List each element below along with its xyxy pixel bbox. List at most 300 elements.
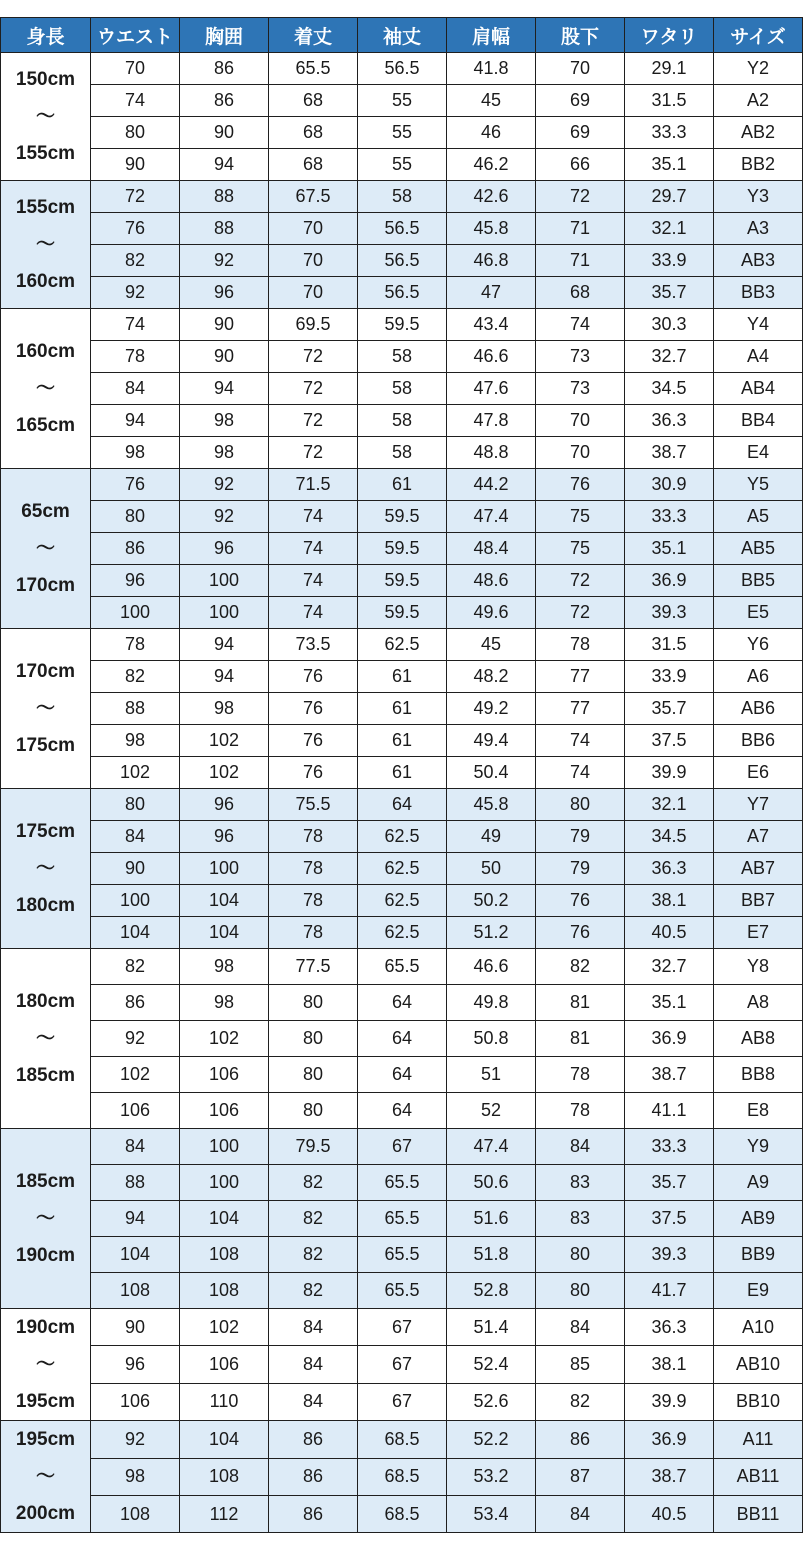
size-cell: Y8 xyxy=(714,949,803,985)
inseam-cell: 84 xyxy=(536,1309,625,1346)
table-row xyxy=(1,1057,803,1093)
table-row xyxy=(1,405,803,437)
shoulder-cell: 52 xyxy=(447,1093,536,1129)
table-row xyxy=(1,1165,803,1201)
size-cell: A8 xyxy=(714,985,803,1021)
thigh-cell: 39.9 xyxy=(625,1383,714,1420)
size-cell: AB2 xyxy=(714,117,803,149)
inseam-cell: 74 xyxy=(536,725,625,757)
inseam-cell: 81 xyxy=(536,1021,625,1057)
thigh-cell: 41.7 xyxy=(625,1273,714,1309)
thigh-cell: 31.5 xyxy=(625,629,714,661)
waist-cell: 76 xyxy=(91,213,180,245)
thigh-cell: 37.5 xyxy=(625,1201,714,1237)
height-from: 155cm xyxy=(15,196,76,218)
length-cell: 80 xyxy=(269,1021,358,1057)
chest-cell: 90 xyxy=(180,117,269,149)
inseam-cell: 73 xyxy=(536,341,625,373)
size-cell: AB7 xyxy=(714,853,803,885)
size-cell: AB9 xyxy=(714,1201,803,1237)
inseam-cell: 83 xyxy=(536,1165,625,1201)
inseam-cell: 82 xyxy=(536,1383,625,1420)
size-cell: AB10 xyxy=(714,1346,803,1383)
chest-cell: 94 xyxy=(180,373,269,405)
shoulder-cell: 46.2 xyxy=(447,149,536,181)
sleeve-cell: 62.5 xyxy=(358,917,447,949)
thigh-cell: 35.7 xyxy=(625,693,714,725)
length-cell: 75.5 xyxy=(269,789,358,821)
length-cell: 78 xyxy=(269,821,358,853)
chest-cell: 104 xyxy=(180,1421,269,1458)
length-cell: 70 xyxy=(269,245,358,277)
header-waist: ウエスト xyxy=(91,18,180,53)
waist-cell: 74 xyxy=(91,309,180,341)
sleeve-cell: 67 xyxy=(358,1383,447,1420)
height-range-tilde: ～ xyxy=(35,1207,55,1229)
chest-cell: 98 xyxy=(180,405,269,437)
waist-cell: 84 xyxy=(91,373,180,405)
inseam-cell: 66 xyxy=(536,149,625,181)
shoulder-cell: 43.4 xyxy=(447,309,536,341)
inseam-cell: 72 xyxy=(536,565,625,597)
table-row xyxy=(1,757,803,789)
inseam-cell: 83 xyxy=(536,1201,625,1237)
length-cell: 77.5 xyxy=(269,949,358,985)
shoulder-cell: 45.8 xyxy=(447,789,536,821)
length-cell: 68 xyxy=(269,117,358,149)
table-row xyxy=(1,629,803,661)
size-cell: A9 xyxy=(714,1165,803,1201)
length-cell: 80 xyxy=(269,1057,358,1093)
inseam-cell: 78 xyxy=(536,1093,625,1129)
size-cell: BB7 xyxy=(714,885,803,917)
length-cell: 78 xyxy=(269,853,358,885)
waist-cell: 82 xyxy=(91,949,180,985)
length-cell: 72 xyxy=(269,341,358,373)
size-cell: BB4 xyxy=(714,405,803,437)
header-shoulder: 肩幅 xyxy=(447,18,536,53)
sleeve-cell: 59.5 xyxy=(358,309,447,341)
chest-cell: 106 xyxy=(180,1093,269,1129)
height-from: 180cm xyxy=(15,990,76,1012)
thigh-cell: 38.7 xyxy=(625,1458,714,1495)
height-to: 175cm xyxy=(15,735,76,757)
thigh-cell: 36.9 xyxy=(625,1021,714,1057)
height-to: 195cm xyxy=(15,1391,76,1413)
inseam-cell: 69 xyxy=(536,85,625,117)
header-thigh: ワタリ xyxy=(625,18,714,53)
thigh-cell: 29.7 xyxy=(625,181,714,213)
height-from: 190cm xyxy=(15,1317,76,1338)
length-cell: 65.5 xyxy=(269,53,358,85)
table-row xyxy=(1,53,803,85)
sleeve-cell: 62.5 xyxy=(358,885,447,917)
chest-cell: 104 xyxy=(180,885,269,917)
shoulder-cell: 47 xyxy=(447,277,536,309)
inseam-cell: 80 xyxy=(536,789,625,821)
shoulder-cell: 45 xyxy=(447,85,536,117)
sleeve-cell: 64 xyxy=(358,789,447,821)
table-row xyxy=(1,181,803,213)
height-range-cell xyxy=(1,1309,91,1421)
size-cell: BB11 xyxy=(714,1495,803,1532)
chest-cell: 102 xyxy=(180,1309,269,1346)
chest-cell: 88 xyxy=(180,213,269,245)
sleeve-cell: 61 xyxy=(358,693,447,725)
length-cell: 82 xyxy=(269,1165,358,1201)
height-from: 195cm xyxy=(15,1429,76,1451)
size-cell: E8 xyxy=(714,1093,803,1129)
waist-cell: 78 xyxy=(91,341,180,373)
height-range-tilde: ～ xyxy=(35,697,55,719)
thigh-cell: 33.3 xyxy=(625,117,714,149)
size-cell: BB10 xyxy=(714,1383,803,1420)
inseam-cell: 75 xyxy=(536,501,625,533)
size-cell: BB8 xyxy=(714,1057,803,1093)
sleeve-cell: 65.5 xyxy=(358,1201,447,1237)
length-cell: 82 xyxy=(269,1273,358,1309)
shoulder-cell: 47.4 xyxy=(447,1129,536,1165)
height-range-cell xyxy=(1,789,91,949)
sleeve-cell: 58 xyxy=(358,373,447,405)
length-cell: 82 xyxy=(269,1201,358,1237)
height-range-cell xyxy=(1,1421,91,1533)
thigh-cell: 38.7 xyxy=(625,437,714,469)
shoulder-cell: 51 xyxy=(447,1057,536,1093)
waist-cell: 96 xyxy=(91,565,180,597)
shoulder-cell: 46 xyxy=(447,117,536,149)
shoulder-cell: 52.4 xyxy=(447,1346,536,1383)
waist-cell: 84 xyxy=(91,1129,180,1165)
height-to: 165cm xyxy=(15,415,76,437)
table-row xyxy=(1,469,803,501)
chest-cell: 98 xyxy=(180,693,269,725)
shoulder-cell: 50 xyxy=(447,853,536,885)
inseam-cell: 70 xyxy=(536,405,625,437)
sleeve-cell: 65.5 xyxy=(358,1273,447,1309)
shoulder-cell: 47.6 xyxy=(447,373,536,405)
waist-cell: 94 xyxy=(91,1201,180,1237)
shoulder-cell: 52.2 xyxy=(447,1421,536,1458)
inseam-cell: 80 xyxy=(536,1273,625,1309)
waist-cell: 70 xyxy=(91,53,180,85)
height-to: 185cm xyxy=(15,1065,76,1087)
height-range-tilde: ～ xyxy=(35,537,55,559)
waist-cell: 106 xyxy=(91,1093,180,1129)
size-cell: A4 xyxy=(714,341,803,373)
thigh-cell: 36.9 xyxy=(625,1421,714,1458)
sleeve-cell: 61 xyxy=(358,469,447,501)
chest-cell: 88 xyxy=(180,181,269,213)
height-to: 160cm xyxy=(15,271,76,293)
header-row xyxy=(1,18,803,53)
waist-cell: 88 xyxy=(91,1165,180,1201)
height-range-tilde: ～ xyxy=(35,1354,55,1376)
inseam-cell: 78 xyxy=(536,1057,625,1093)
size-cell: E9 xyxy=(714,1273,803,1309)
waist-cell: 108 xyxy=(91,1273,180,1309)
shoulder-cell: 48.4 xyxy=(447,533,536,565)
inseam-cell: 78 xyxy=(536,629,625,661)
chest-cell: 98 xyxy=(180,949,269,985)
table-row xyxy=(1,1346,803,1383)
header-height: 身長 xyxy=(1,18,91,53)
length-cell: 70 xyxy=(269,277,358,309)
shoulder-cell: 49 xyxy=(447,821,536,853)
table-row xyxy=(1,1093,803,1129)
inseam-cell: 80 xyxy=(536,1237,625,1273)
chest-cell: 100 xyxy=(180,1129,269,1165)
sleeve-cell: 58 xyxy=(358,181,447,213)
inseam-cell: 87 xyxy=(536,1458,625,1495)
table-body xyxy=(1,53,803,1533)
shoulder-cell: 52.8 xyxy=(447,1273,536,1309)
header-inseam: 股下 xyxy=(536,18,625,53)
sleeve-cell: 68.5 xyxy=(358,1421,447,1458)
table-row xyxy=(1,533,803,565)
thigh-cell: 36.3 xyxy=(625,853,714,885)
waist-cell: 102 xyxy=(91,1057,180,1093)
chest-cell: 94 xyxy=(180,661,269,693)
length-cell: 73.5 xyxy=(269,629,358,661)
size-cell: AB3 xyxy=(714,245,803,277)
size-cell: AB4 xyxy=(714,373,803,405)
size-cell: AB6 xyxy=(714,693,803,725)
shoulder-cell: 51.2 xyxy=(447,917,536,949)
waist-cell: 72 xyxy=(91,181,180,213)
sleeve-cell: 56.5 xyxy=(358,213,447,245)
chest-cell: 92 xyxy=(180,245,269,277)
table-row xyxy=(1,149,803,181)
height-from: 175cm xyxy=(15,820,76,842)
waist-cell: 90 xyxy=(91,853,180,885)
table-row xyxy=(1,373,803,405)
table-row xyxy=(1,985,803,1021)
height-range-cell xyxy=(1,1129,91,1309)
length-cell: 79.5 xyxy=(269,1129,358,1165)
waist-cell: 86 xyxy=(91,985,180,1021)
height-range-cell xyxy=(1,53,91,181)
sleeve-cell: 59.5 xyxy=(358,597,447,629)
shoulder-cell: 47.8 xyxy=(447,405,536,437)
chest-cell: 110 xyxy=(180,1383,269,1420)
waist-cell: 96 xyxy=(91,1346,180,1383)
waist-cell: 90 xyxy=(91,149,180,181)
table-row xyxy=(1,117,803,149)
shoulder-cell: 45 xyxy=(447,629,536,661)
length-cell: 80 xyxy=(269,1093,358,1129)
waist-cell: 82 xyxy=(91,245,180,277)
waist-cell: 94 xyxy=(91,405,180,437)
size-cell: A7 xyxy=(714,821,803,853)
inseam-cell: 75 xyxy=(536,533,625,565)
shoulder-cell: 49.2 xyxy=(447,693,536,725)
chest-cell: 108 xyxy=(180,1237,269,1273)
inseam-cell: 72 xyxy=(536,181,625,213)
shoulder-cell: 50.2 xyxy=(447,885,536,917)
inseam-cell: 77 xyxy=(536,661,625,693)
chest-cell: 90 xyxy=(180,341,269,373)
waist-cell: 108 xyxy=(91,1495,180,1532)
chest-cell: 102 xyxy=(180,725,269,757)
chest-cell: 98 xyxy=(180,985,269,1021)
shoulder-cell: 51.8 xyxy=(447,1237,536,1273)
thigh-cell: 40.5 xyxy=(625,1495,714,1532)
waist-cell: 100 xyxy=(91,597,180,629)
inseam-cell: 74 xyxy=(536,757,625,789)
height-range-cell xyxy=(1,181,91,309)
shoulder-cell: 46.6 xyxy=(447,341,536,373)
thigh-cell: 38.1 xyxy=(625,885,714,917)
waist-cell: 82 xyxy=(91,661,180,693)
table-row xyxy=(1,789,803,821)
sleeve-cell: 62.5 xyxy=(358,853,447,885)
waist-cell: 80 xyxy=(91,501,180,533)
size-cell: AB11 xyxy=(714,1458,803,1495)
sleeve-cell: 67 xyxy=(358,1309,447,1346)
size-cell: Y4 xyxy=(714,309,803,341)
sleeve-cell: 61 xyxy=(358,661,447,693)
thigh-cell: 32.7 xyxy=(625,949,714,985)
inseam-cell: 84 xyxy=(536,1495,625,1532)
length-cell: 74 xyxy=(269,565,358,597)
inseam-cell: 76 xyxy=(536,917,625,949)
size-cell: A6 xyxy=(714,661,803,693)
waist-cell: 98 xyxy=(91,437,180,469)
thigh-cell: 36.3 xyxy=(625,1309,714,1346)
thigh-cell: 36.3 xyxy=(625,405,714,437)
shoulder-cell: 46.6 xyxy=(447,949,536,985)
inseam-cell: 82 xyxy=(536,949,625,985)
size-cell: A11 xyxy=(714,1421,803,1458)
height-range-cell xyxy=(1,629,91,789)
inseam-cell: 70 xyxy=(536,53,625,85)
size-cell: BB9 xyxy=(714,1237,803,1273)
table-row xyxy=(1,341,803,373)
shoulder-cell: 50.6 xyxy=(447,1165,536,1201)
length-cell: 82 xyxy=(269,1237,358,1273)
length-cell: 76 xyxy=(269,661,358,693)
size-cell: A5 xyxy=(714,501,803,533)
waist-cell: 92 xyxy=(91,1421,180,1458)
waist-cell: 90 xyxy=(91,1309,180,1346)
thigh-cell: 33.9 xyxy=(625,661,714,693)
size-cell: E7 xyxy=(714,917,803,949)
size-cell: E4 xyxy=(714,437,803,469)
thigh-cell: 41.1 xyxy=(625,1093,714,1129)
sleeve-cell: 55 xyxy=(358,149,447,181)
table-row xyxy=(1,277,803,309)
shoulder-cell: 51.6 xyxy=(447,1201,536,1237)
sleeve-cell: 62.5 xyxy=(358,629,447,661)
height-range-tilde: ～ xyxy=(35,105,55,127)
sleeve-cell: 55 xyxy=(358,117,447,149)
table-row xyxy=(1,501,803,533)
thigh-cell: 38.1 xyxy=(625,1346,714,1383)
inseam-cell: 84 xyxy=(536,1129,625,1165)
inseam-cell: 77 xyxy=(536,693,625,725)
length-cell: 84 xyxy=(269,1346,358,1383)
thigh-cell: 39.3 xyxy=(625,597,714,629)
length-cell: 69.5 xyxy=(269,309,358,341)
size-cell: E6 xyxy=(714,757,803,789)
chest-cell: 112 xyxy=(180,1495,269,1532)
length-cell: 74 xyxy=(269,597,358,629)
waist-cell: 76 xyxy=(91,469,180,501)
table-row xyxy=(1,1421,803,1458)
sleeve-cell: 65.5 xyxy=(358,949,447,985)
table-row xyxy=(1,1273,803,1309)
shoulder-cell: 53.4 xyxy=(447,1495,536,1532)
table-row xyxy=(1,885,803,917)
shoulder-cell: 42.6 xyxy=(447,181,536,213)
waist-cell: 92 xyxy=(91,277,180,309)
waist-cell: 104 xyxy=(91,1237,180,1273)
length-cell: 76 xyxy=(269,725,358,757)
height-range-tilde: ～ xyxy=(35,1027,55,1049)
shoulder-cell: 53.2 xyxy=(447,1458,536,1495)
table-row xyxy=(1,853,803,885)
sleeve-cell: 56.5 xyxy=(358,53,447,85)
inseam-cell: 71 xyxy=(536,213,625,245)
size-cell: Y9 xyxy=(714,1129,803,1165)
sleeve-cell: 58 xyxy=(358,437,447,469)
chest-cell: 86 xyxy=(180,53,269,85)
shoulder-cell: 49.6 xyxy=(447,597,536,629)
length-cell: 72 xyxy=(269,437,358,469)
height-range-cell xyxy=(1,949,91,1129)
shoulder-cell: 48.8 xyxy=(447,437,536,469)
table-row xyxy=(1,85,803,117)
waist-cell: 78 xyxy=(91,629,180,661)
thigh-cell: 33.3 xyxy=(625,1129,714,1165)
table-row xyxy=(1,245,803,277)
chest-cell: 102 xyxy=(180,1021,269,1057)
length-cell: 78 xyxy=(269,917,358,949)
size-cell: Y2 xyxy=(714,53,803,85)
sleeve-cell: 65.5 xyxy=(358,1165,447,1201)
thigh-cell: 32.1 xyxy=(625,213,714,245)
thigh-cell: 30.9 xyxy=(625,469,714,501)
waist-cell: 80 xyxy=(91,117,180,149)
height-from: 160cm xyxy=(15,340,76,362)
length-cell: 72 xyxy=(269,405,358,437)
table-row xyxy=(1,1383,803,1420)
chest-cell: 86 xyxy=(180,85,269,117)
height-range-tilde: ～ xyxy=(35,233,55,255)
waist-cell: 86 xyxy=(91,533,180,565)
length-cell: 72 xyxy=(269,373,358,405)
shoulder-cell: 52.6 xyxy=(447,1383,536,1420)
size-cell: Y7 xyxy=(714,789,803,821)
height-to: 190cm xyxy=(15,1245,76,1267)
inseam-cell: 70 xyxy=(536,437,625,469)
table-row xyxy=(1,597,803,629)
shoulder-cell: 46.8 xyxy=(447,245,536,277)
chest-cell: 106 xyxy=(180,1057,269,1093)
thigh-cell: 29.1 xyxy=(625,53,714,85)
table-row xyxy=(1,437,803,469)
chest-cell: 102 xyxy=(180,757,269,789)
chest-cell: 92 xyxy=(180,469,269,501)
thigh-cell: 33.9 xyxy=(625,245,714,277)
table-row xyxy=(1,1309,803,1346)
thigh-cell: 38.7 xyxy=(625,1057,714,1093)
inseam-cell: 85 xyxy=(536,1346,625,1383)
table-row xyxy=(1,1237,803,1273)
sleeve-cell: 61 xyxy=(358,725,447,757)
height-from: 170cm xyxy=(15,660,76,682)
